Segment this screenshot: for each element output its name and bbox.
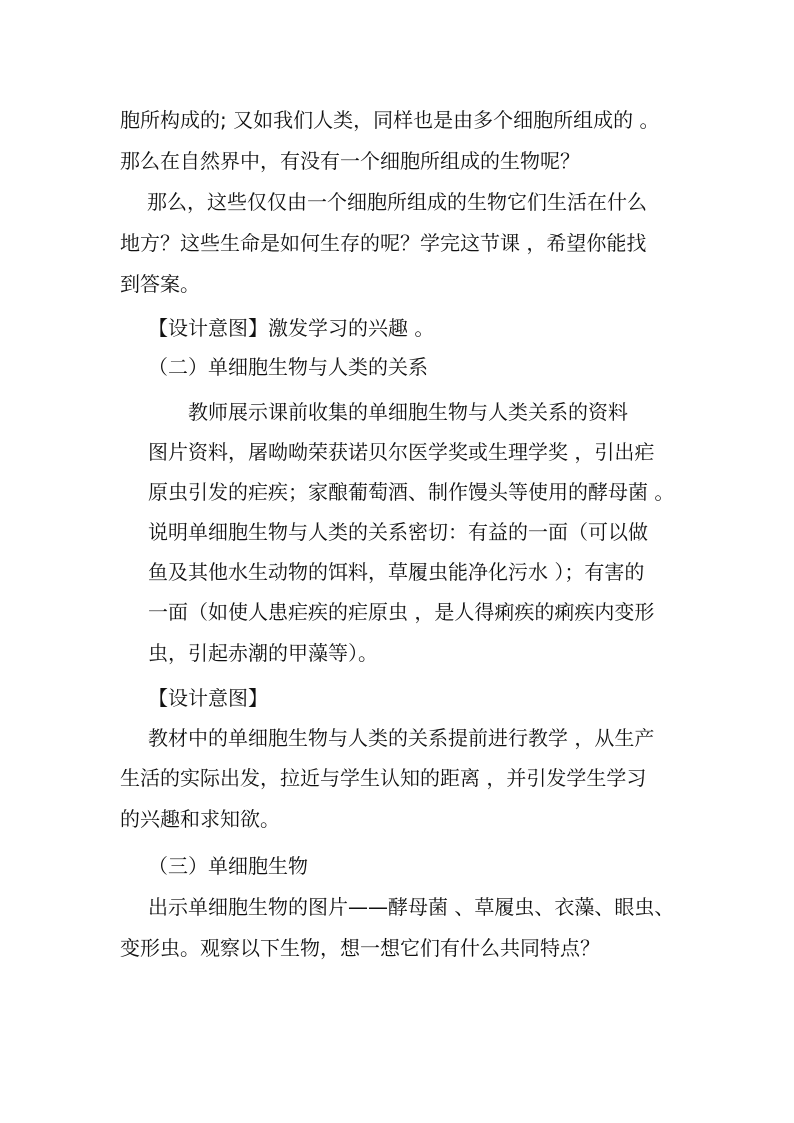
text-line-1: 胞所构成的; 又如我们人类，同样也是由多个细胞所组成的 。: [120, 108, 660, 132]
text-line-17: 生活的实际出发，拉近与学生认知的距离 ，并引发学生学习: [120, 766, 647, 790]
text-line-20: 出示单细胞生物的图片——酵母菌 、草履虫、衣藻、眼虫、: [148, 895, 675, 919]
text-line-13: 一面（如使人患疟疾的疟原虫 ，是人得痢疾的痢疾内变形: [148, 600, 655, 624]
text-line-3: 那么，这些仅仅由一个细胞所组成的生物它们生活在什么: [147, 190, 647, 214]
text-line-10: 原虫引发的疟疾；家酿葡萄酒、制作馒头等使用的酵母菌 。: [148, 480, 675, 504]
text-line-18: 的兴趣和求知欲。: [120, 807, 280, 831]
text-line-4: 地方？这些生命是如何生存的呢？学完这节课 ，希望你能找: [120, 231, 647, 255]
text-line-5: 到答案。: [120, 272, 200, 296]
text-line-21: 变形虫。观察以下生物，想一想它们有什么共同特点？: [120, 936, 600, 960]
text-line-11: 说明单细胞生物与人类的关系密切：有益的一面（可以做: [148, 520, 648, 544]
section-heading-2: （二）单细胞生物与人类的关系: [148, 355, 428, 379]
text-line-8: 教师展示课前收集的单细胞生物与人类关系的资料: [188, 400, 628, 424]
design-intent-label-2: 【设计意图】: [148, 686, 268, 710]
text-line-14: 虫，引起赤潮的甲藻等）。: [148, 641, 378, 665]
text-line-12: 鱼及其他水生动物的饵料，草履虫能净化污水 ）；有害的: [148, 560, 645, 584]
text-line-2: 那么在自然界中，有没有一个细胞所组成的生物呢？: [120, 149, 580, 173]
text-line-16: 教材中的单细胞生物与人类的关系提前进行教学 ，从生产: [148, 726, 655, 750]
text-line-9: 图片资料，屠呦呦荣获诺贝尔医学奖或生理学奖 ，引出疟: [148, 440, 655, 464]
section-heading-3: （三）单细胞生物: [148, 854, 308, 878]
design-intent-label-1: 【设计意图】激发学习的兴趣 。: [148, 316, 435, 340]
